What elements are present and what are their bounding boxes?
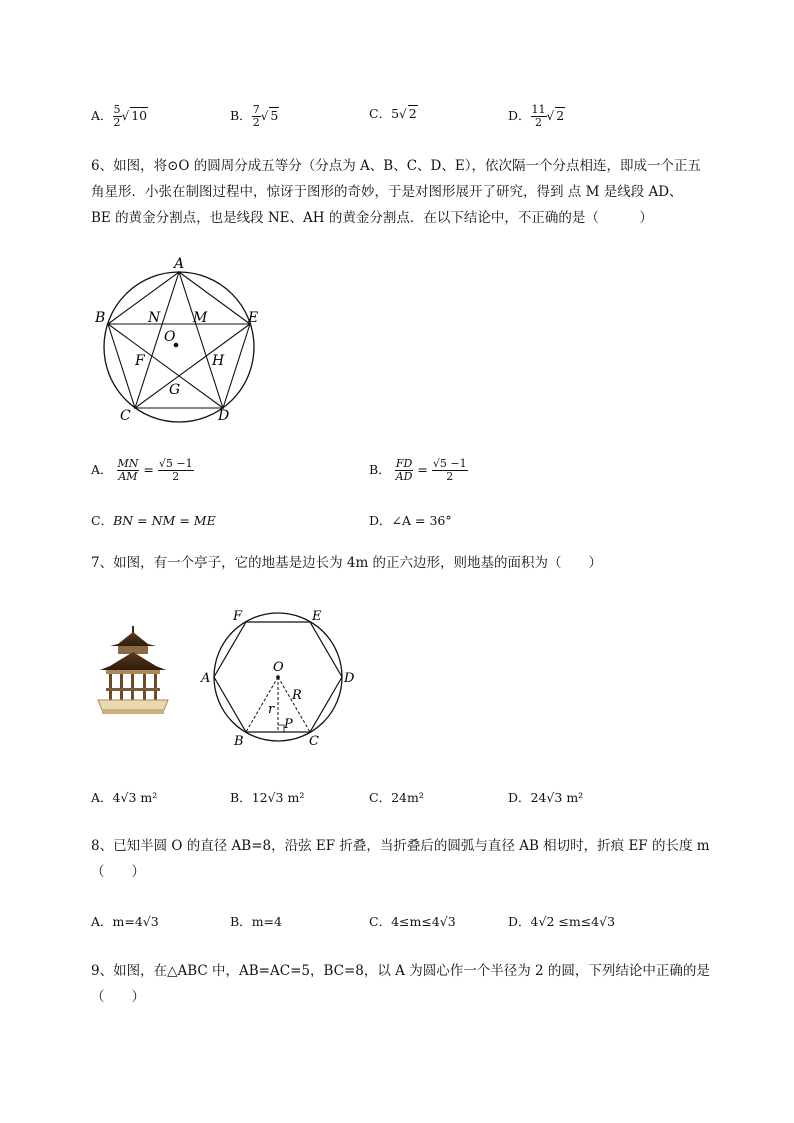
q9-line-2: （ ） xyxy=(91,989,145,1005)
fraction xyxy=(432,458,468,483)
option-label: C． xyxy=(369,790,392,805)
option-label: D． xyxy=(508,108,531,123)
option-label: A． xyxy=(91,790,113,805)
label-c: C xyxy=(309,734,319,749)
option-label: A． xyxy=(91,914,113,929)
label-o: O xyxy=(273,660,284,675)
fraction xyxy=(113,104,122,129)
option-text: 4√3 m² xyxy=(112,790,158,805)
radicand: 10 xyxy=(131,108,148,123)
q8-option-a xyxy=(91,912,159,930)
label-r-upper: R xyxy=(292,688,302,703)
q5-option-d: D． $\frac{11}{2}$ √ 2 xyxy=(508,103,565,129)
denominator: 2 xyxy=(535,116,543,129)
pavilion-image xyxy=(96,624,170,718)
label-b: B xyxy=(95,310,106,326)
numerator: √5 −1 xyxy=(432,457,467,470)
radicand: 2 xyxy=(408,106,417,121)
q7-question xyxy=(91,550,721,576)
option-label: C． xyxy=(91,513,114,528)
q6-line-2: 角星形．小张在制图过程中，惊讶于图形的奇妙，于是对图形展开了研究，得到 点 M 是线段 AD、 xyxy=(91,184,683,200)
q7-option-a xyxy=(91,788,157,806)
q5-option-c: C．5√ 2 xyxy=(369,106,417,121)
q5-option-a: A． $\frac{5}{2}$ √ 10 xyxy=(91,103,148,129)
hexagon-figure xyxy=(198,600,362,750)
q8-line-2: （ ） xyxy=(91,864,145,880)
q7-line-1: 7、如图，有一个亭子，它的地基是边长为 4m 的正六边形，则地基的面积为（ ） xyxy=(91,555,603,571)
label-g: G xyxy=(169,382,181,398)
fraction xyxy=(531,104,547,129)
label-n: N xyxy=(148,310,161,326)
option-label: A． xyxy=(91,462,113,477)
q7-option-c xyxy=(369,788,424,806)
q9-question xyxy=(91,958,721,1010)
q6-line-3: BE 的黄金分割点，也是线段 NE、AH 的黄金分割点．在以下结论中，不正确的是（ ） xyxy=(91,210,653,226)
option-label: A． xyxy=(91,108,113,123)
label-o: O xyxy=(164,329,176,345)
coefficient: 5 xyxy=(391,106,400,121)
label-h: H xyxy=(212,353,225,369)
q7-option-b xyxy=(230,788,304,806)
option-text: m=4 xyxy=(251,914,282,929)
numerator: 5 xyxy=(113,103,121,116)
label-c: C xyxy=(120,408,131,424)
option-text: 4≤m≤4√3 xyxy=(391,914,456,929)
label-b: B xyxy=(234,734,244,749)
option-label: D． xyxy=(508,790,531,805)
option-text: BN = NM = ME xyxy=(113,513,216,528)
option-label: B． xyxy=(369,462,391,477)
option-text: m=4√3 xyxy=(112,914,159,929)
q6-question xyxy=(91,153,721,231)
label-d: D xyxy=(344,671,355,686)
label-m: M xyxy=(193,310,208,326)
q5-options xyxy=(91,104,731,130)
label-p: P xyxy=(284,717,293,732)
q6-line-1: 6、如图，将⊙O 的圆周分成五等分（分点为 A、B、C、D、E），依次隔一个分点相连，即成一个正五 xyxy=(91,158,701,174)
q8-option-d xyxy=(508,912,615,930)
q8-option-b xyxy=(230,912,282,930)
option-label: D． xyxy=(369,513,392,528)
label-a: A xyxy=(201,671,211,686)
q6-option-a: A． $\frac{MN}{AM}$ = $\frac{√5 -1}{2}$ xyxy=(91,457,193,483)
numerator: FD xyxy=(395,457,413,470)
q8-options xyxy=(91,912,731,938)
numerator: MN xyxy=(117,457,139,470)
option-text: ∠A = 36° xyxy=(391,513,452,528)
numerator: 7 xyxy=(252,103,260,116)
q7-option-d xyxy=(508,788,583,806)
radicand: 5 xyxy=(270,108,279,123)
q6-option-c xyxy=(91,511,216,529)
denominator: AD xyxy=(395,470,413,483)
option-text: 24m² xyxy=(391,790,424,805)
q6-option-b: B． $\frac{FD}{AD}$ = $\frac{√5 -1}{2}$ xyxy=(369,457,467,483)
fraction xyxy=(252,104,261,129)
denominator: 2 xyxy=(446,470,454,483)
label-f: F xyxy=(135,353,145,369)
option-text: 24√3 m² xyxy=(530,790,584,805)
q8-question xyxy=(91,833,721,885)
option-label: B． xyxy=(230,914,252,929)
numerator: √5 −1 xyxy=(158,457,193,470)
radicand: 2 xyxy=(556,108,565,123)
q7-options xyxy=(91,788,731,814)
label-a: A xyxy=(174,256,185,272)
denominator: 2 xyxy=(252,116,260,129)
denominator: 2 xyxy=(172,470,180,483)
option-label: C． xyxy=(369,914,392,929)
option-text: 4√2 ≤m≤4√3 xyxy=(530,914,616,929)
q6-option-d xyxy=(369,511,452,529)
numerator: 11 xyxy=(531,103,546,116)
label-d: D xyxy=(218,408,230,424)
label-r-lower: r xyxy=(268,702,275,717)
option-label: B． xyxy=(230,790,252,805)
option-label: D． xyxy=(508,914,531,929)
q5-option-b: B． $\frac{7}{2}$ √ 5 xyxy=(230,103,279,129)
q6-options-row-2 xyxy=(91,511,731,537)
fraction xyxy=(117,458,140,483)
denominator: AM xyxy=(118,470,138,483)
label-f: F xyxy=(233,609,243,624)
q8-option-c xyxy=(369,912,456,930)
label-e: E xyxy=(312,609,322,624)
option-text: 12√3 m² xyxy=(251,790,305,805)
pentagram-figure xyxy=(92,252,272,427)
option-label: C． xyxy=(369,106,392,121)
fraction xyxy=(158,458,194,483)
q8-line-1: 8、已知半圆 O 的直径 AB=8，沿弦 EF 折叠，当折叠后的圆弧与直径 AB 相切时，折痕 EF 的长度 m xyxy=(91,838,710,854)
label-e: E xyxy=(248,310,259,326)
option-label: B． xyxy=(230,108,252,123)
circle-outline xyxy=(104,272,254,422)
q9-line-1: 9、如图，在△ABC 中，AB=AC=5，BC=8，以 A 为圆心作一个半径为 2 的圆，下列结论中正确的是 xyxy=(91,963,710,979)
fraction xyxy=(395,458,414,483)
q6-options-row-1 xyxy=(91,458,731,492)
denominator: 2 xyxy=(113,116,121,129)
